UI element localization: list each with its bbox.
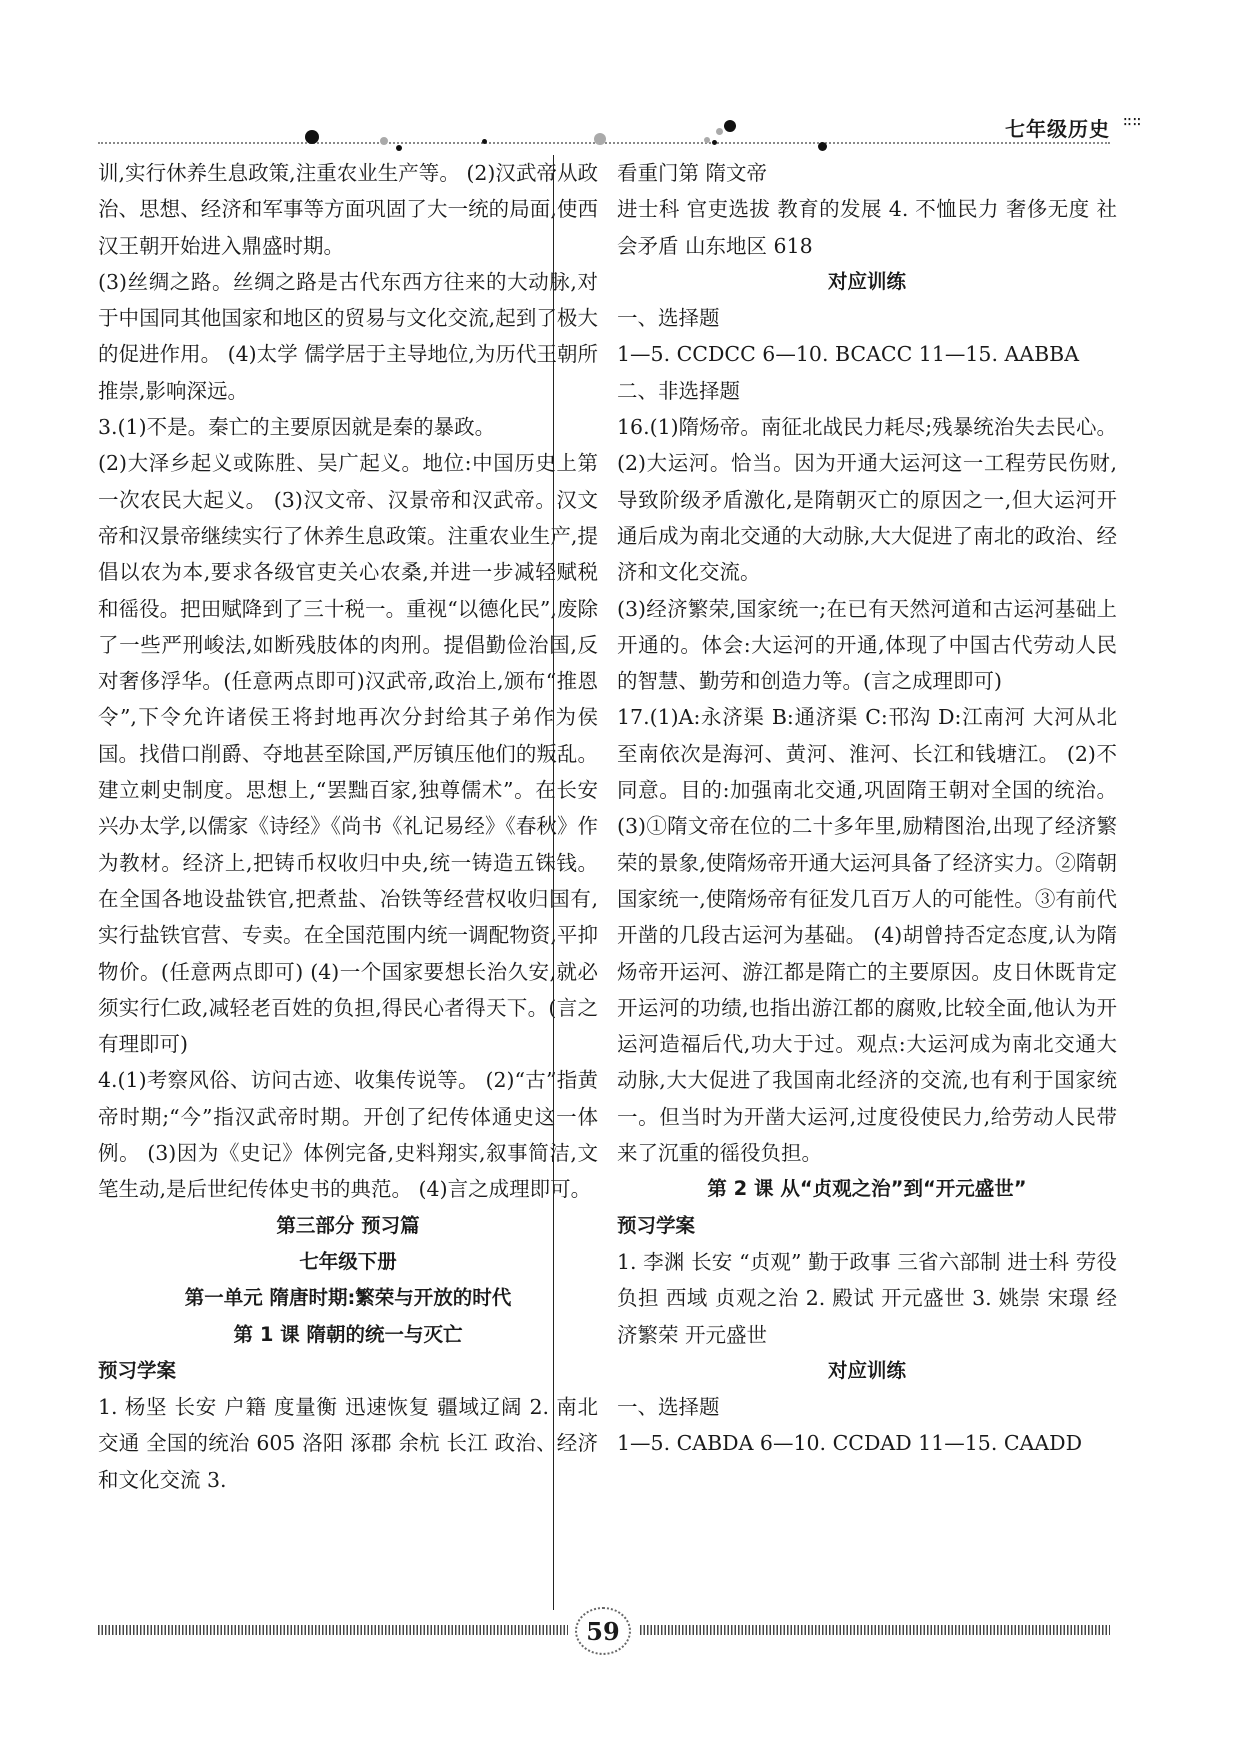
answer-paragraph: (3)丝绸之路。丝绸之路是古代东西方往来的大动脉,对于中国同其他国家和地区的贸易与文化交流,起到了极大的促进作用。 (4)太学 儒学居于主导地位,为历代王朝所推崇,影响深远。 [98, 269, 598, 403]
section-heading: 对应训练 [827, 1358, 906, 1382]
section-heading: 第 1 课 隋朝的统一与灭亡 [233, 1322, 463, 1346]
footer-rule-right [640, 1625, 1110, 1635]
footer-rule-left [98, 1625, 568, 1635]
header-dot [482, 139, 487, 144]
right-column [617, 155, 1117, 1462]
answer-paragraph: 17.(1)A:永济渠 B:通济渠 C:邗沟 D:江南河 大河从北至南依次是海河、黄河、淮河、长江和钱塘江。 (2)不同意。目的:加强南北交通,巩固隋王朝对全国的统治。 (3)①隋文帝在位的二十多年里,励精图治,出现了经济繁荣的景象,使隋炀帝开通大运河具备了经济实力。②隋朝国家统一,使隋炀帝有征发几百万人的可能性。③有前代开凿的几段古运河为基础。 (4)胡曾持否定态度,认为隋炀帝开运河、游江都是隋亡的主要原因。皮日休既肯定开运河的功绩,也指出游江都的腐败,比较全面,他认为开运河造福后代,功大于过。观点:大运河成为南北交通大动脉,大大促进了我国南北经济的交流,也有利于国家统一。但当时为开凿大运河,过度役使民力,给劳动人民带来了沉重的徭役负担。 [617, 705, 1117, 1166]
header-dot [818, 142, 827, 151]
header-dot [704, 137, 710, 143]
subsection-label: 预习学案 [98, 1358, 177, 1382]
section-heading: 第一单元 隋唐时期:繁荣与开放的时代 [184, 1286, 512, 1310]
answer-paragraph: 训,实行休养生息政策,注重农业生产等。 (2)汉武帝从政治、思想、经济和军事等方面巩固了大一统的局面,使西汉王朝开始进入鼎盛时期。 [98, 161, 598, 258]
answer-paragraph: 1—5. CCDCC 6—10. BCACC 11—15. AABBA [617, 342, 1080, 367]
header-dot [380, 137, 388, 145]
header-dot [305, 130, 319, 144]
answer-paragraph: 进士科 官吏选拔 教育的发展 4. 不恤民力 奢侈无度 社会矛盾 山东地区 618 [617, 197, 1117, 258]
section-heading: 第 2 课 从“贞观之治”到“开元盛世” [707, 1177, 1027, 1201]
section-heading: 对应训练 [827, 269, 906, 293]
answer-paragraph: 看重门第 隋文帝 [617, 161, 768, 185]
left-column [98, 155, 598, 1498]
section-heading: 第三部分 预习篇 [276, 1213, 420, 1237]
header-dot [724, 120, 736, 132]
answer-paragraph: (2)大泽乡起义或陈胜、吴广起义。地位:中国历史上第一次农民大起义。 (3)汉文帝、汉景帝和汉武帝。汉文帝和汉景帝继续实行了休养生息政策。注重农业生产,提倡以农为本,要求各级官吏关心农桑,并进一步减轻赋税和徭役。把田赋降到了三十税一。重视“以德化民”,废除了一些严刑峻法,如断残肢体的肉刑。提倡勤俭治国,反对奢侈浮华。(任意两点即可)汉武帝,政治上,颁布“推恩令”,下令允许诸侯王将封地再次分封给其子弟作为侯国。找借口削爵、夺地甚至除国,严厉镇压他们的叛乱。建立刺史制度。思想上,“罢黜百家,独尊儒术”。在长安兴办太学,以儒家《诗经》《尚书《礼记易经》《春秋》作为教材。经济上,把铸币权收归中央,统一铸造五铢钱。在全国各地设盐铁官,把煮盐、冶铁等经营权收归国有,实行盐铁官营、专卖。在全国范围内统一调配物资,平抑物价。(任意两点即可) (4)一个国家要想长治久安,就必须实行仁政,减轻老百姓的负担,得民心者得天下。(言之有理即可) [98, 451, 598, 1057]
answer-paragraph: 一、选择题 [617, 1395, 720, 1420]
answer-paragraph: 1—5. CABDA 6—10. CCDAD 11—15. CAADD [617, 1431, 1083, 1456]
header-dot [594, 133, 606, 145]
header-dot [396, 145, 402, 151]
answer-paragraph: 4.(1)考察风俗、访问古迹、收集传说等。 (2)“古”指黄帝时期;“今”指汉武帝时期。开创了纪传体通史这一体例。 (3)因为《史记》体例完备,史料翔实,叙事简洁,文笔生动,是后世纪传体史书的典范。 (4)言之成理即可。 [98, 1068, 598, 1202]
subsection-label: 预习学案 [617, 1213, 696, 1237]
answer-paragraph: 1. 李渊 长安 “贞观” 勤于政事 三省六部制 进士科 劳役负担 西域 贞观之治 2. 殿试 开元盛世 3. 姚崇 宋璟 经济繁荣 开元盛世 [617, 1249, 1117, 1347]
answer-paragraph: 16.(1)隋炀帝。南征北战民力耗尽;残暴统治失去民心。 (2)大运河。恰当。因为开通大运河这一工程劳民伤财,导致阶级矛盾激化,是隋朝灭亡的原因之一,但大运河开通后成为南北交通的大动脉,大大促进了南北的政治、经济和文化交流。 [617, 415, 1117, 585]
section-heading: 七年级下册 [299, 1249, 397, 1273]
page-number: 59 [575, 1607, 631, 1655]
column-divider [553, 155, 554, 1610]
answer-paragraph: 1. 杨坚 长安 户籍 度量衡 迅速恢复 疆域辽阔 2. 南北交通 全国的统治 605 洛阳 涿郡 余杭 长江 政治、经济和文化交流 3. [98, 1395, 598, 1492]
header-decoration: ∷∷ [1123, 114, 1142, 130]
answer-paragraph: 二、非选择题 [617, 378, 740, 403]
answer-paragraph: 3.(1)不是。秦亡的主要原因就是秦的暴政。 [98, 415, 496, 440]
answer-paragraph: (3)经济繁荣,国家统一;在已有天然河道和古运河基础上开通的。体会:大运河的开通,体现了中国古代劳动人民的智慧、勤劳和创造力等。(言之成理即可) [617, 596, 1117, 694]
answer-paragraph: 一、选择题 [617, 306, 720, 331]
header-title: 七年级历史 [1005, 117, 1110, 141]
header-dot [716, 128, 723, 135]
header-dot [712, 140, 717, 145]
